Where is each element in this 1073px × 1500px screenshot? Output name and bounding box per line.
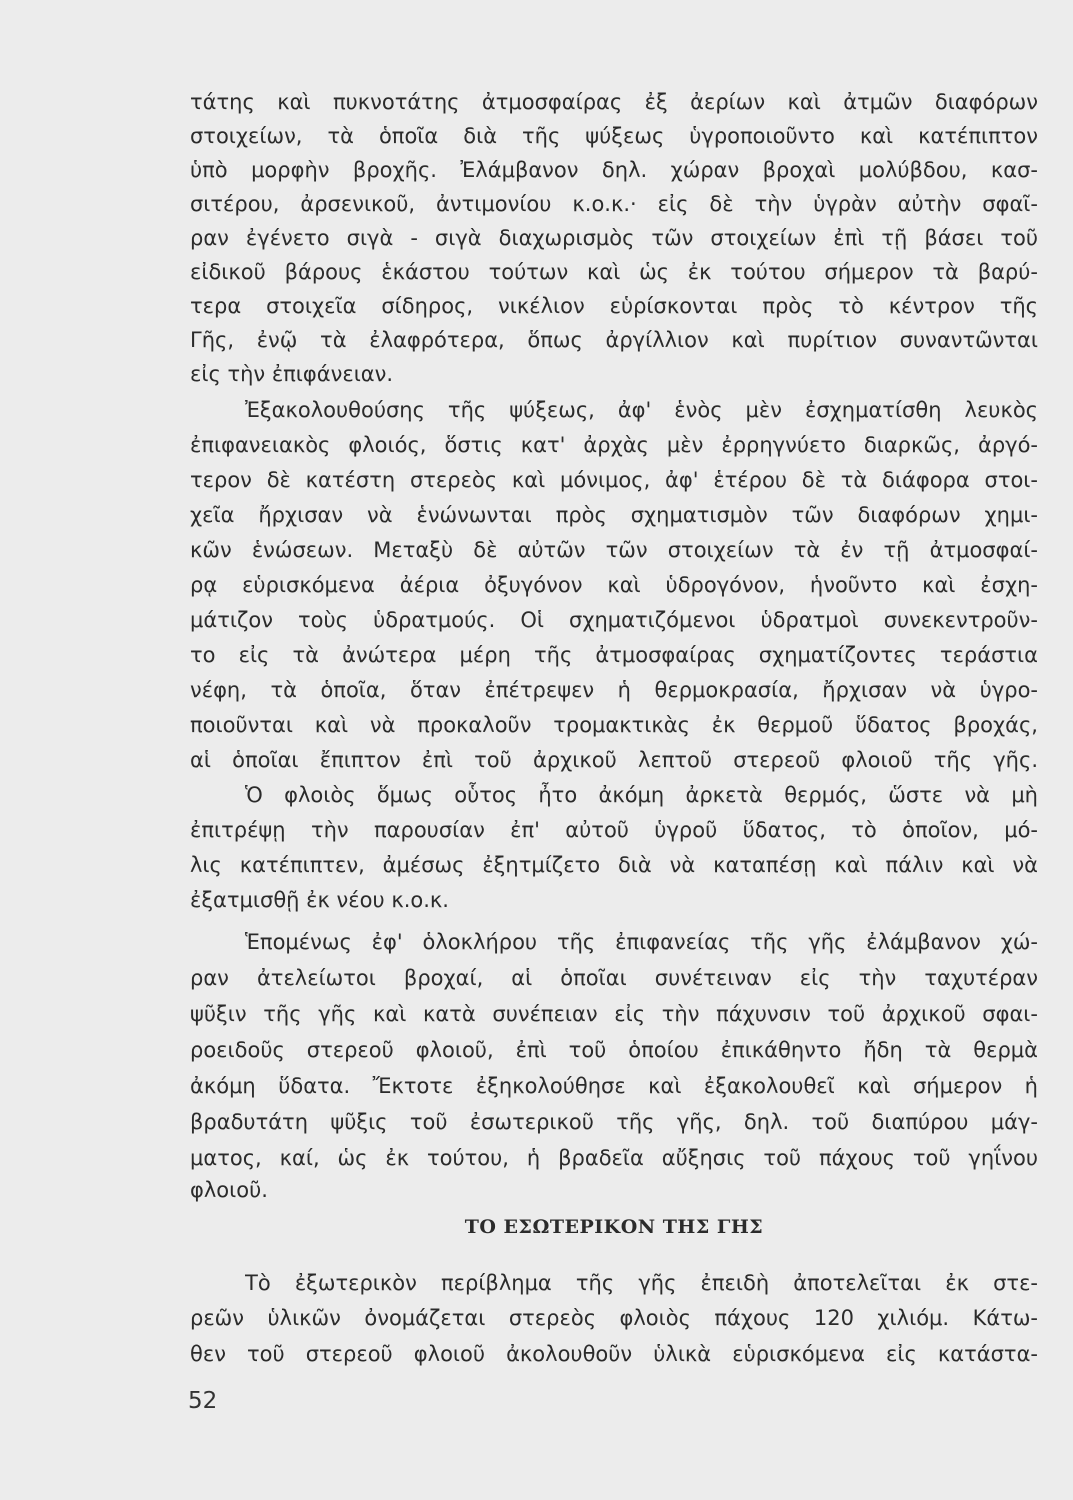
text-line: νέφη, τὰ ὁποῖα, ὅταν ἐπέτρεψεν ἡ θερμοκρασία, ἤρχισαν νὰ ὑγρο- [190,678,1038,702]
text-line: τερον δὲ κατέστη στερεὸς καὶ μόνιμος, ἀφ' ἑτέρου δὲ τὰ διάφορα στοι- [190,468,1038,492]
text-line: Ἑπομένως ἐφ' ὁλοκλήρου τῆς ἐπιφανείας τῆς γῆς ἐλάμβανον χώ- [245,930,1038,954]
section-heading: ΤΟ ΕΣΩΤΕΡΙΚΟΝ ΤΗΣ ΓΗΣ [464,1216,764,1238]
text-line: Ἐξακολουθούσης τῆς ψύξεως, ἀφ' ἑνὸς μὲν ἐσχηματίσθη λευκὸς [245,398,1038,422]
text-line: τάτης καὶ πυκνοτάτης ἀτμοσφαίρας ἐξ ἀερίων καὶ ἀτμῶν διαφόρων [190,90,1038,114]
text-line: χεῖα ἤρχισαν νὰ ἑνώνωνται πρὸς σχηματισμὸν τῶν διαφόρων χημι- [190,503,1038,527]
text-line: ἐπιφανειακὸς φλοιός, ὅστις κατ' ἀρχὰς μὲν ἐρρηγνύετο διαρκῶς, ἀργό- [190,433,1038,457]
text-line: ἀκόμη ὕδατα. Ἔκτοτε ἐξηκολούθησε καὶ ἐξακολουθεῖ καὶ σήμερον ἡ [190,1074,1038,1098]
text-line: βραδυτάτη ψῦξις τοῦ ἐσωτερικοῦ τῆς γῆς, δηλ. τοῦ διαπύρου μάγ- [190,1110,1038,1134]
text-line: ὑπὸ μορφὴν βροχῆς. Ἐλάμβανον δηλ. χώραν βροχαὶ μολύβδου, κασ- [190,158,1038,182]
text-line: ἐπιτρέψῃ τὴν παρουσίαν ἐπ' αὐτοῦ ὑγροῦ ὕδατος, τὸ ὁποῖον, μό- [190,818,1038,842]
text-line: στοιχείων, τὰ ὁποῖα διὰ τῆς ψύξεως ὑγροποιοῦντο καὶ κατέπιπτον [190,124,1038,148]
text-line: τερα στοιχεῖα σίδηρος, νικέλιον εὑρίσκονται πρὸς τὸ κέντρον τῆς [190,294,1038,318]
text-line: ροειδοῦς στερεοῦ φλοιοῦ, ἐπὶ τοῦ ὁποίου ἐπικάθηντο ἤδη τὰ θερμὰ [190,1038,1038,1062]
text-line: ρᾳ εὑρισκόμενα ἀέρια ὀξυγόνον καὶ ὑδρογόνον, ἡνοῦντο καὶ ἐσχη- [190,573,1038,597]
text-line: μάτιζον τοὺς ὑδρατμούς. Οἱ σχηματιζόμενοι ὑδρατμοὶ συνεκεντροῦν- [190,608,1038,632]
text-line: ψῦξιν τῆς γῆς καὶ κατὰ συνέπειαν εἰς τὴν πάχυνσιν τοῦ ἀρχικοῦ σφαι- [190,1002,1038,1026]
text-line: θεν τοῦ στερεοῦ φλοιοῦ ἀκολουθοῦν ὑλικὰ εὑρισκόμενα εἰς κατάστα- [190,1342,1038,1366]
text-line: ραν ἐγένετο σιγὰ - σιγὰ διαχωρισμὸς τῶν στοιχείων ἐπὶ τῇ βάσει τοῦ [190,226,1038,250]
text-line: ραν ἀτελείωτοι βροχαί, αἱ ὁποῖαι συνέτειναν εἰς τὴν ταχυτέραν [190,966,1038,990]
text-line: Τὸ ἐξωτερικὸν περίβλημα τῆς γῆς ἐπειδὴ ἀποτελεῖται ἐκ στε- [245,1271,1038,1295]
text-line: λις κατέπιπτεν, ἀμέσως ἐξητμίζετο διὰ νὰ καταπέσῃ καὶ πάλιν καὶ νὰ [190,853,1038,877]
text-line: Γῆς, ἐνῷ τὰ ἐλαφρότερα, ὅπως ἀργίλλιον καὶ πυρίτιον συναντῶνται [190,328,1038,352]
page-number: 52 [188,1388,218,1414]
text-line: ἐξατμισθῇ ἐκ νέου κ.ο.κ. [190,888,449,912]
text-line: ρεῶν ὑλικῶν ὀνομάζεται στερεὸς φλοιὸς πάχους 120 χιλιόμ. Κάτω- [190,1306,1038,1330]
text-line: εἰς τὴν ἐπιφάνειαν. [190,362,394,386]
text-line: ποιοῦνται καὶ νὰ προκαλοῦν τρομακτικὰς ἐκ θερμοῦ ὕδατος βροχάς, [190,713,1038,737]
text-line: κῶν ἑνώσεων. Μεταξὺ δὲ αὐτῶν τῶν στοιχείων τὰ ἐν τῇ ἀτμοσφαί- [190,538,1038,562]
text-line: εἰδικοῦ βάρους ἑκάστου τούτων καὶ ὡς ἐκ τούτου σήμερον τὰ βαρύ- [190,260,1038,284]
text-line: αἱ ὁποῖαι ἔπιπτον ἐπὶ τοῦ ἀρχικοῦ λεπτοῦ στερεοῦ φλοιοῦ τῆς γῆς. [190,748,1038,772]
text-line: φλοιοῦ. [190,1178,268,1202]
text-line: Ὁ φλοιὸς ὅμως οὗτος ἦτο ἀκόμη ἀρκετὰ θερμός, ὥστε νὰ μὴ [245,783,1038,807]
text-line: ματος, καί, ὡς ἐκ τούτου, ἡ βραδεῖα αὔξησις τοῦ πάχους τοῦ γηΐνου [190,1146,1038,1170]
text-line: το εἰς τὰ ἀνώτερα μέρη τῆς ἀτμοσφαίρας σχηματίζοντες τεράστια [190,643,1038,667]
text-line: σιτέρου, ἀρσενικοῦ, ἀντιμονίου κ.ο.κ.· εἰς δὲ τὴν ὑγρὰν αὐτὴν σφαῖ- [190,192,1038,216]
